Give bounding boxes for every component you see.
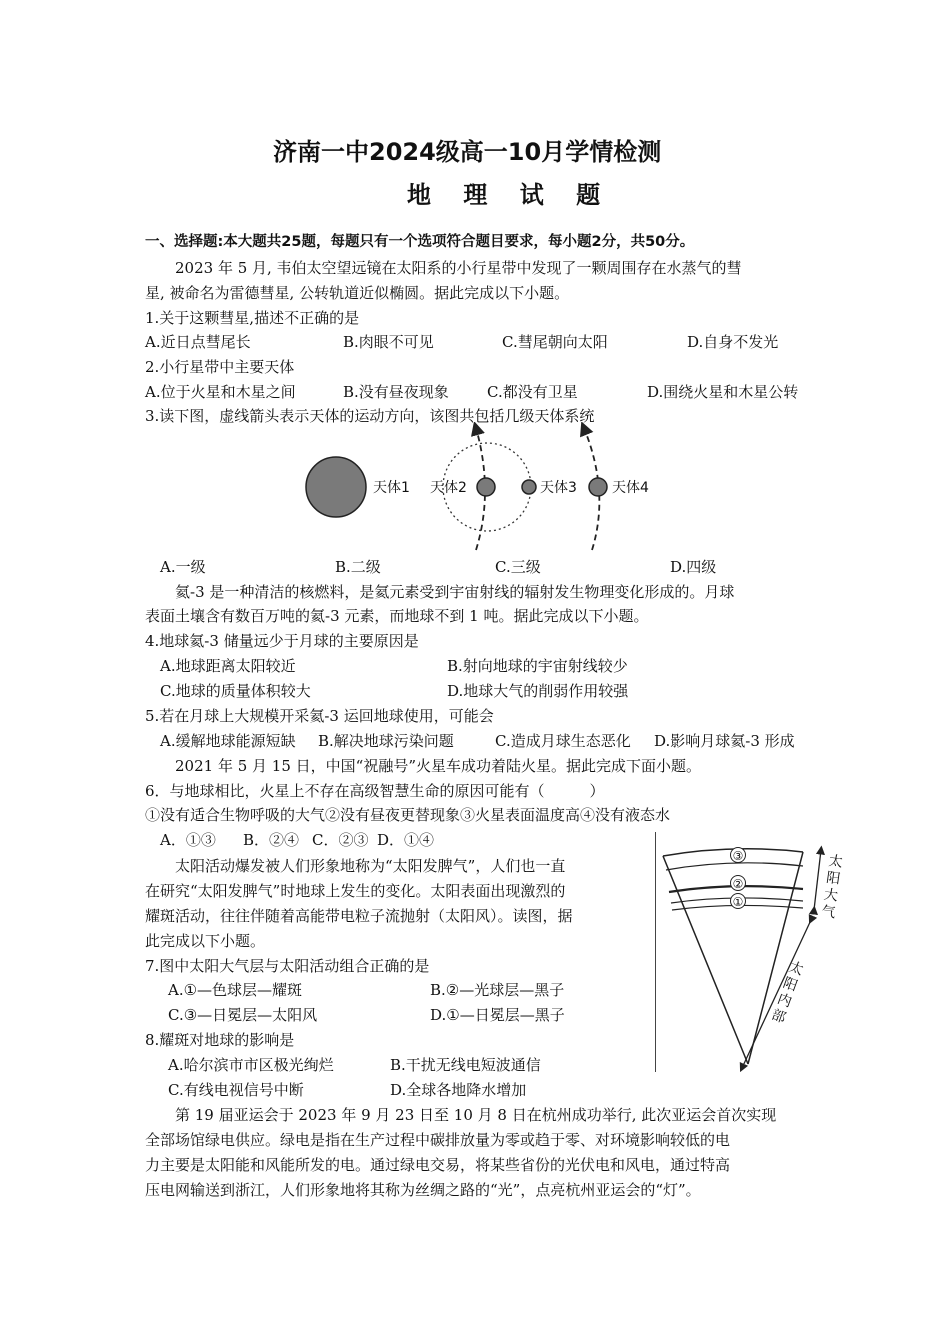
- passage-line: 2023 年 5 月, 韦伯太空望远镜在太阳系的小行星带中发现了一颗周围存在水蒸气的彗: [175, 259, 742, 277]
- option[interactable]: A.一级: [160, 558, 206, 576]
- passage-line: 第 19 届亚运会于 2023 年 9 月 23 日至 10 月 8 日在杭州成功举行, 此次亚运会首次实现: [175, 1106, 777, 1124]
- option[interactable]: B．②④: [243, 831, 300, 849]
- passage-line: 氦-3 是一种清洁的核燃料，是氦元素受到宇宙射线的辐射发生物理变化形成的。月球: [175, 583, 735, 601]
- passage-line: 耀斑活动，往往伴随着高能带电粒子流抛射（太阳风）。读图，据: [145, 907, 573, 925]
- question-items: ①没有适合生物呼吸的大气②没有昼夜更替现象③火星表面温度高④没有液态水: [145, 806, 671, 824]
- option[interactable]: C．②③: [312, 831, 369, 849]
- option[interactable]: D.围绕火星和木星公转: [647, 383, 799, 401]
- question-stem: 3.读下图，虚线箭头表示天体的运动方向，该图共包括几级天体系统: [145, 407, 595, 425]
- option[interactable]: A.哈尔滨市市区极光绚烂: [168, 1056, 334, 1074]
- question-stem: 4.地球氦-3 储量远少于月球的主要原因是: [145, 632, 419, 650]
- option[interactable]: B.解决地球污染问题: [318, 732, 454, 750]
- body-1: [306, 457, 366, 517]
- passage-line: 表面土壤含有数百万吨的氦-3 元素，而地球不到 1 吨。据此完成以下小题。: [145, 607, 649, 625]
- option[interactable]: D.地球大气的削弱作用较强: [447, 682, 629, 700]
- body-1-label: 天体1: [373, 480, 410, 496]
- passage-line: 在研究“太阳发脾气”时地球上发生的变化。太阳表面出现激烈的: [145, 882, 566, 900]
- celestial-system-diagram: [300, 422, 680, 552]
- body-4-label: 天体4: [612, 480, 649, 496]
- section-heading: 一、选择题:本大题共25题，每题只有一个选项符合题目要求，每小题2分，共50分。: [145, 234, 695, 250]
- passage-line: 此完成以下小题。: [145, 932, 266, 950]
- passage-line: 太阳活动爆发被人们形象地称为“太阳发脾气”，人们也一直: [175, 857, 566, 875]
- page-title: 济南一中2024级高一10月学情检测: [273, 138, 662, 166]
- page-subtitle: 地 理 试 题: [407, 181, 613, 209]
- question-stem: 2.小行星带中主要天体: [145, 358, 295, 376]
- option[interactable]: C.③—日冕层—太阳风: [168, 1006, 318, 1024]
- option[interactable]: C.彗尾朝向太阳: [502, 333, 608, 351]
- option[interactable]: B.没有昼夜现象: [343, 383, 449, 401]
- question-stem: 8.耀斑对地球的影响是: [145, 1031, 295, 1049]
- option[interactable]: B.二级: [335, 558, 381, 576]
- option[interactable]: B.干扰无线电短波通信: [390, 1056, 541, 1074]
- option[interactable]: D.全球各地降水增加: [390, 1081, 527, 1099]
- option[interactable]: A.地球距离太阳较近: [160, 657, 296, 675]
- option[interactable]: C.都没有卫星: [487, 383, 578, 401]
- body-4: [589, 478, 607, 496]
- passage-line: 全部场馆绿电供应。绿电是指在生产过程中碳排放量为零或趋于零、对环境影响较低的电: [145, 1131, 731, 1149]
- figure-divider: [655, 832, 656, 1072]
- passage-line: 2021 年 5 月 15 日，中国“祝融号”火星车成功着陆火星。据此完成下面小题。: [175, 757, 701, 775]
- option[interactable]: B.射向地球的宇宙射线较少: [447, 657, 628, 675]
- option[interactable]: D.影响月球氦-3 形成: [654, 732, 795, 750]
- option[interactable]: D.四级: [670, 558, 717, 576]
- option[interactable]: B.②—光球层—黑子: [430, 981, 565, 999]
- body-3: [522, 480, 536, 494]
- option[interactable]: D.自身不发光: [687, 333, 779, 351]
- passage-line: 星, 被命名为雷德彗星, 公转轨道近似椭圆。据此完成以下小题。: [145, 284, 570, 302]
- body-2: [477, 478, 495, 496]
- option[interactable]: A.缓解地球能源短缺: [160, 732, 296, 750]
- layer-1-label: ①: [732, 895, 744, 909]
- layer-2-label: ②: [732, 877, 744, 891]
- option[interactable]: A.近日点彗尾长: [145, 333, 251, 351]
- layer-3-label: ③: [732, 849, 744, 863]
- sun-structure-diagram: [658, 832, 838, 1077]
- option[interactable]: A．①③: [160, 831, 216, 849]
- body-2-label: 天体2: [430, 480, 467, 496]
- option[interactable]: B.肉眼不可见: [343, 333, 434, 351]
- body-3-label: 天体3: [540, 480, 577, 496]
- question-stem: 1.关于这颗彗星,描述不正确的是: [145, 309, 360, 327]
- option[interactable]: C.造成月球生态恶化: [495, 732, 631, 750]
- option[interactable]: C.地球的质量体积较大: [160, 682, 311, 700]
- label-solar-interior: 太阳内部: [769, 958, 806, 1027]
- option[interactable]: A.位于火星和木星之间: [145, 383, 296, 401]
- passage-line: 力主要是太阳能和风能所发的电。通过绿电交易，将某些省份的光伏电和风电，通过特高: [145, 1156, 731, 1174]
- option[interactable]: D.①—日冕层—黑子: [430, 1006, 565, 1024]
- question-stem: 6．与地球相比，火星上不存在高级智慧生命的原因可能有（ ）: [145, 782, 605, 800]
- option[interactable]: D．①④: [377, 831, 435, 849]
- option[interactable]: C.三级: [495, 558, 541, 576]
- option[interactable]: C.有线电视信号中断: [168, 1081, 304, 1099]
- passage-line: 压电网输送到浙江，人们形象地将其称为丝绸之路的“光”，点亮杭州亚运会的“灯”。: [145, 1181, 701, 1199]
- question-stem: 7.图中太阳大气层与太阳活动组合正确的是: [145, 957, 430, 975]
- label-solar-atmosphere: 太阳大气: [820, 853, 844, 922]
- option[interactable]: A.①—色球层—耀斑: [168, 981, 303, 999]
- question-stem: 5.若在月球上大规模开采氦-3 运回地球使用，可能会: [145, 707, 494, 725]
